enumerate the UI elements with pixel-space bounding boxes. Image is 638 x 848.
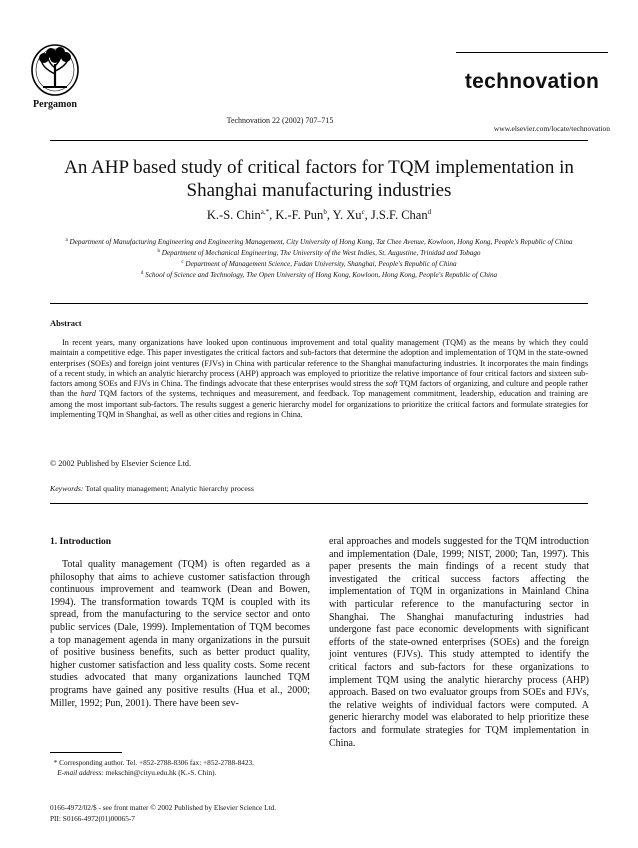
pii-line: PII: S0166-4972(01)00065-7 xyxy=(50,813,135,823)
footnotes: * Corresponding author. Tel. +852-2788-8306 fax: +852-2788-8423. E-mail address: mekschin@cityu.edu.hk (K.-S. Chin). xyxy=(53,758,254,777)
publisher-name: Pergamon xyxy=(33,99,77,110)
email-address[interactable]: mekschin@cityu.edu.hk (K.-S. Chin). xyxy=(105,768,217,777)
corresponding-author-note: Corresponding author. Tel. +852-2788-8306 fax: +852-2788-8423. xyxy=(59,758,254,767)
article-title: An AHP based study of critical factors for TQM implementation in Shanghai manufacturing industries xyxy=(64,157,574,201)
keywords-text: Total quality management; Analytic hierarchy process xyxy=(85,484,254,493)
author-name: K.-F. Pun xyxy=(275,208,324,222)
pergamon-tree-icon xyxy=(29,44,81,98)
left-column-text: Total quality management (TQM) is often regarded as a philosophy that aims to achieve customer satisfaction through continuous improvement and teamwork (Dean and Bowen, 1994). The transformation towards TQM is coupled with its spread, from the manufacturing to the service sector and onto public services (Dale, 1999). Implementation of TQM becomes a top management agenda in many organizations in the pursuit of positive business benefits, such as better product quality, higher customer satisfaction and less quality costs. Some recent studies advocated that many organizations launched TQM programs have gained any positive results (Hua et al., 2000; Miller, 1992; Pun, 2001). There have been sev- xyxy=(50,559,310,709)
author-mark: b xyxy=(323,208,327,216)
footnote-rule xyxy=(50,752,122,753)
abstract-text: In recent years, many organizations have looked upon continuous improvement and total quality management (TQM) as the means by which they could maintain a competitive edge. This paper investigates the critical factors and sub-factors that determine the adoption and implementation of TQM in the state-owned enterprises (SOEs) and foreign joint ventures (FJVs) in China with particular reference to the Shanghai manufacturing industries. It incorporates the main findings of a recent study, in which an analytic hierarchy process (AHP) approach was employed to prioritize the relative importance of four critical factors and sixteen sub-factors among SOEs and FJVs in China. The findings advocate that these enterprises would stress the soft TQM factors of organizing, and culture and people rather than the hard TQM factors of the systems, techniques and measurement, and feedback. Top management commitment, leadership, education and training are among the most important sub-factors. The results suggest a generic hierarchy model for organizations to prioritize the critical factors and formulate strategies for implementing TQM in Shanghai, as well as other cities and regions in China. xyxy=(50,338,589,420)
abstract-copyright: © 2002 Published by Elsevier Science Ltd. xyxy=(50,459,192,468)
journal-logo: technovation xyxy=(464,70,600,93)
author-name: K.-S. Chin xyxy=(206,208,261,222)
abstract-top-rule xyxy=(50,303,588,304)
issn-line: 0166-4972/02/$ - see front matter © 2002 Published by Elsevier Science Ltd. xyxy=(50,803,277,812)
journal-url[interactable]: www.elsevier.com/locate/technovation xyxy=(493,124,610,133)
affiliation: $^b$ Department of Mechanical Engineering, The University of the West Indies, St. Augustine, Trinidad and Tobago xyxy=(157,249,481,257)
abstract-bottom-rule xyxy=(50,503,588,504)
author-mark: c xyxy=(361,208,365,216)
header-divider xyxy=(50,140,588,141)
affiliation: $^d$ School of Science and Technology, The Open University of Hong Kong, Kowloon, Hong Kong, People's Republic of China xyxy=(140,271,498,279)
author-name: J.S.F. Chan xyxy=(370,208,428,222)
author-mark: a,* xyxy=(260,208,270,216)
abstract-heading: Abstract xyxy=(50,318,82,328)
email-label: E-mail address: xyxy=(57,768,104,777)
keywords-label: Keywords: xyxy=(50,484,84,493)
author-list: K.-S. Chin$^{a,*}$, K.-F. Pun$^b$, Y. Xu$^c$, J.S.F. Chan$^d$ xyxy=(206,208,432,222)
section-heading: 1. Introduction xyxy=(50,537,112,547)
author-mark: d xyxy=(427,208,432,216)
issn-block xyxy=(50,803,276,824)
affiliation-list xyxy=(50,236,588,280)
author-name: Y. Xu xyxy=(332,208,362,222)
right-column-text: eral approaches and models suggested for the TQM introduction and implementation (Dale, 1999; NIST, 2000; Tan, 1997). This paper presents the main findings of a recent study that investigated the critical success factors affecting the implementation of TQM in organizations in Mainland China with particular reference to the manufacturing sector in Shanghai. The Shanghai manufacturing industries had undergone fast pace economic developments with significant efforts of the state-owned enterprises (SOEs) and the foreign joint ventures (FJVs). This study attempted to identify the critical factors and sub-factors for these organizations to implement TQM using the analytic hierarchy process (AHP) approach. Based on two evaluator groups from SOEs and FJVs, the relative weights of individual factors were computed. A generic hierarchy model was elaborated to help prioritize these factors and formulate strategies for TQM implementation in China. xyxy=(329,536,589,749)
affiliation: $^c$ Department of Management Science, Fudan University, Shanghai, People's Republic of China xyxy=(181,260,457,268)
affiliation: $^a$ Department of Manufacturing Engineering and Engineering Management, City University of Hong Kong, Tat Chee Avenue, Kowloon, Hong Kong, People's Republic of China xyxy=(65,238,573,246)
publisher-logo xyxy=(22,44,88,110)
header-rule xyxy=(456,52,608,53)
journal-citation: Technovation 22 (2002) 707–715 xyxy=(226,116,334,125)
keywords xyxy=(50,484,254,493)
